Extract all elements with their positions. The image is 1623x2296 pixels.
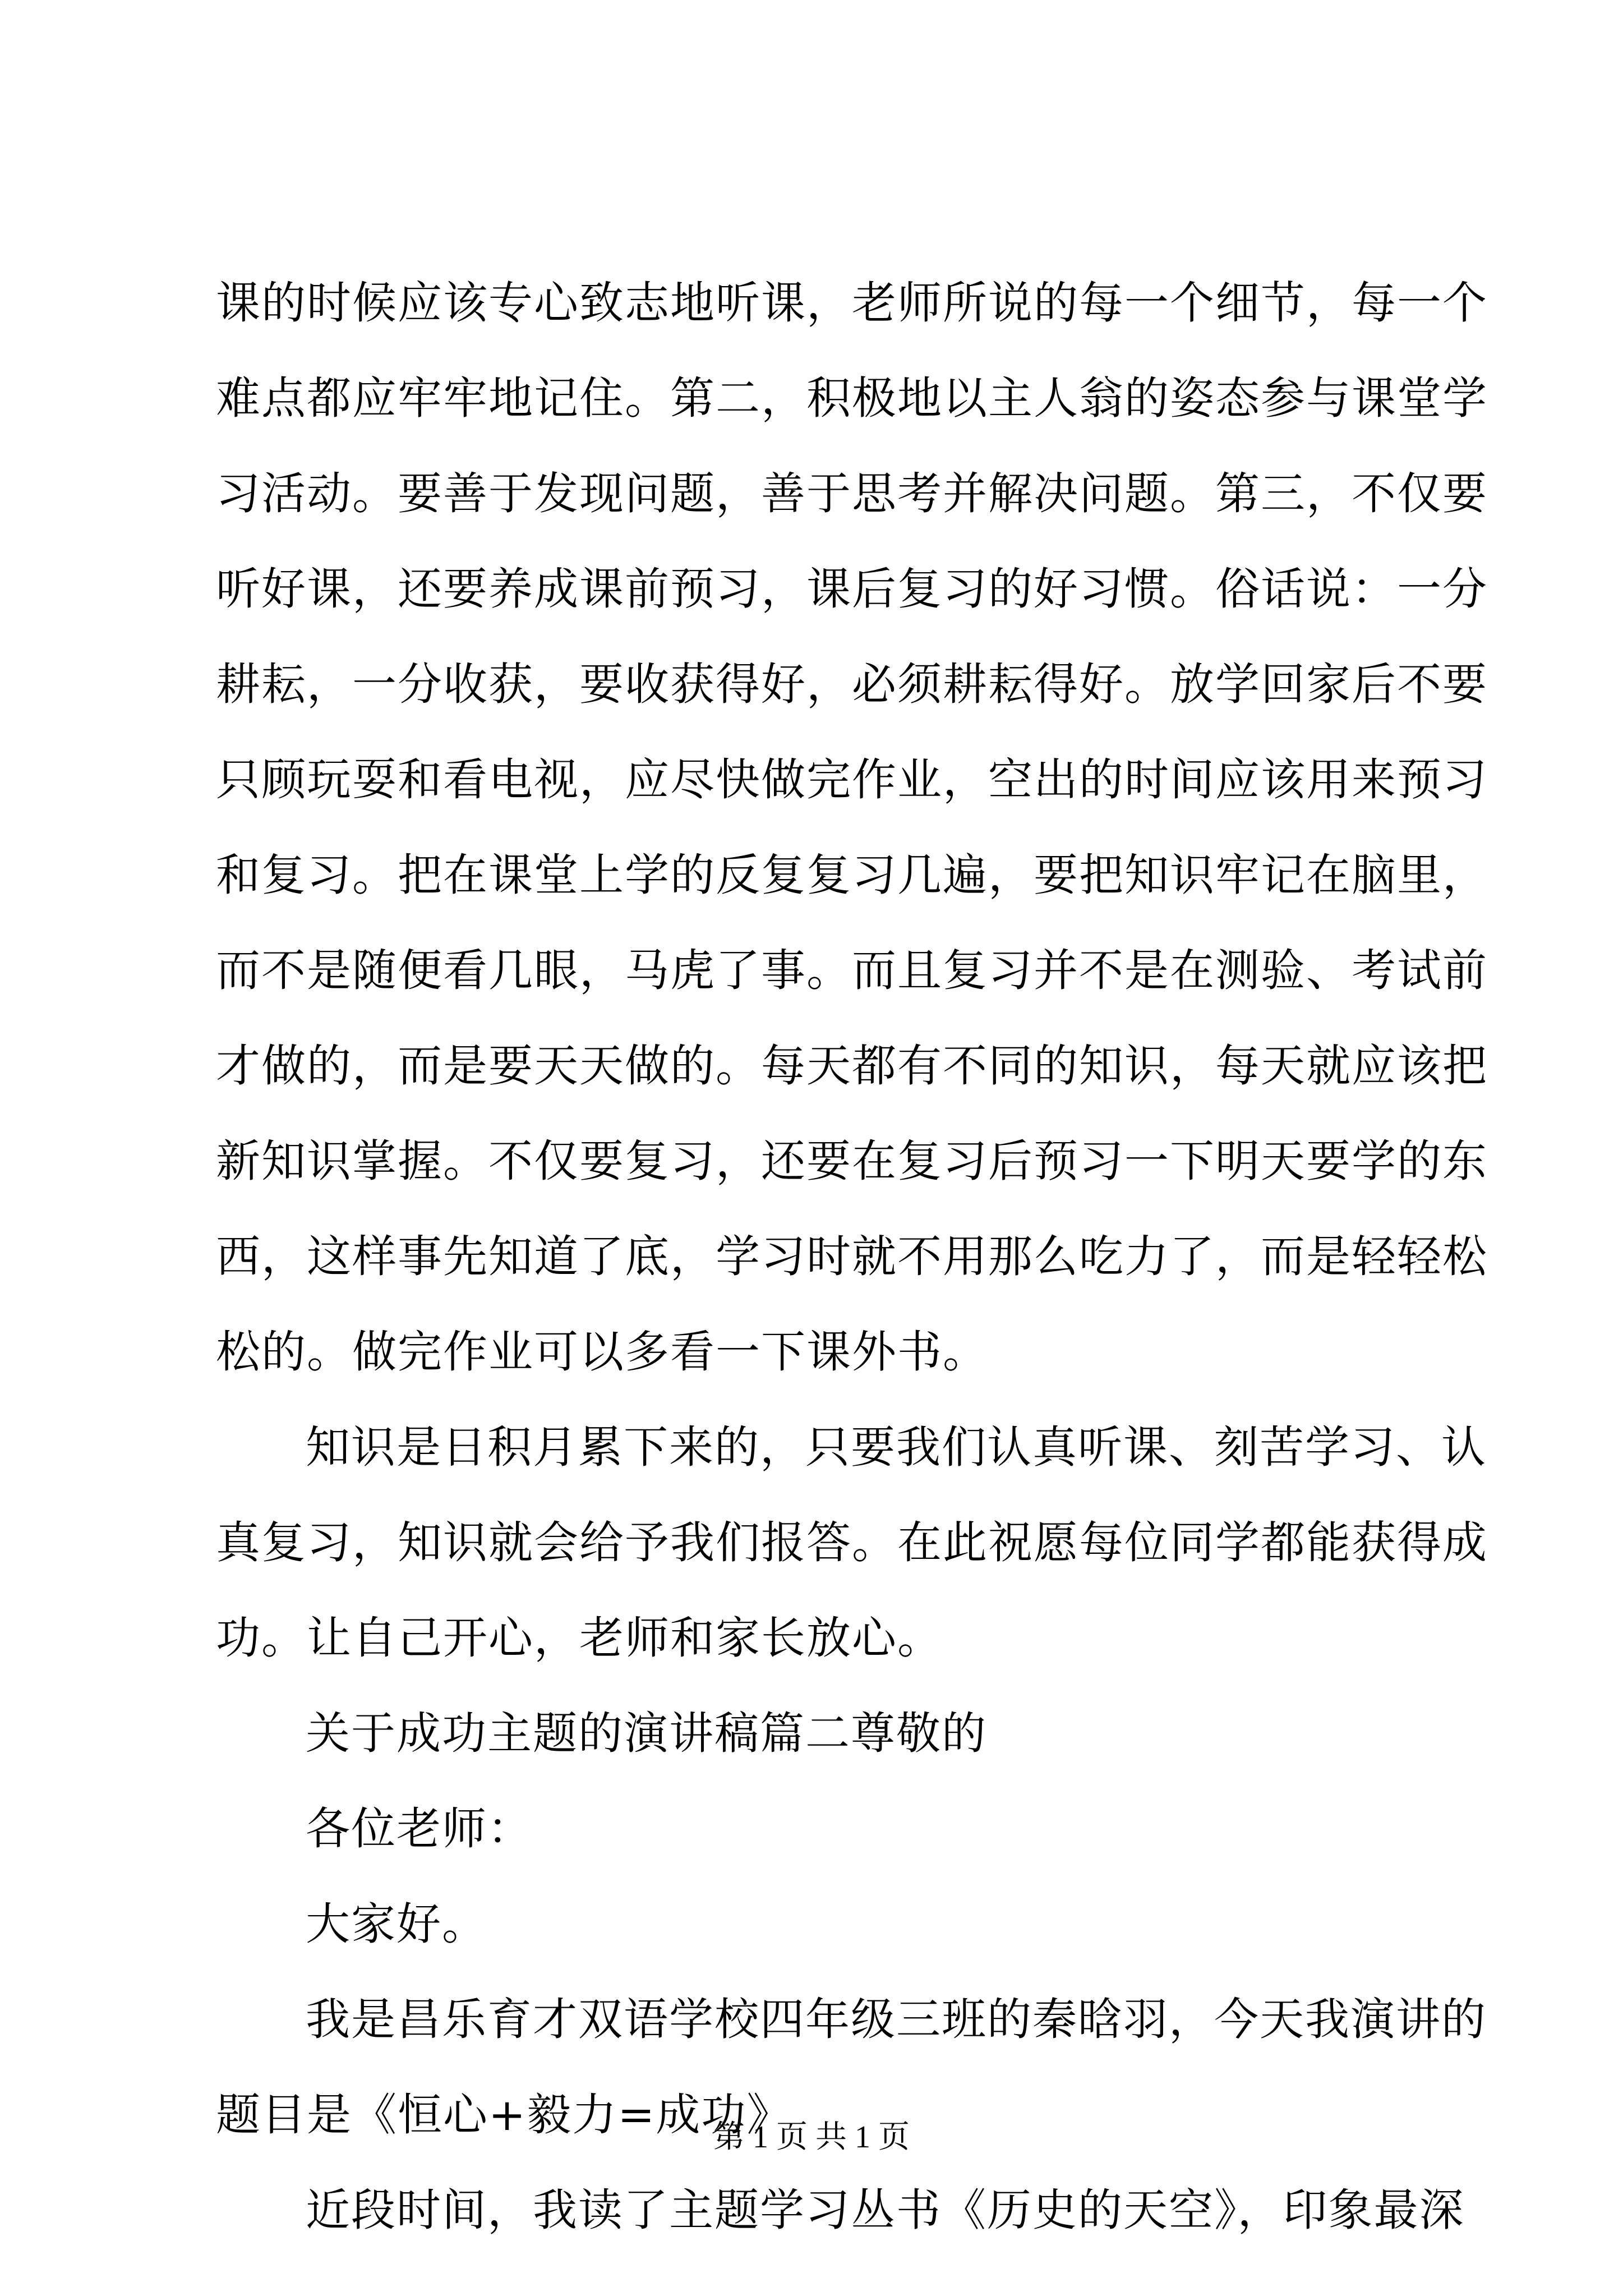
text-line: 只顾玩耍和看电视，应尽快做完作业，空出的时间应该用来预习	[216, 754, 1488, 806]
text-line: 新知识掌握。不仅要复习，还要在复习后预习一下明天要学的东	[216, 1135, 1488, 1187]
text-line: 而不是随便看几眼，马虎了事。而且复习并不是在测验、考试前	[216, 945, 1488, 996]
text-line: 和复习。把在课堂上学的反复复习几遍，要把知识牢记在脑里，	[216, 849, 1488, 901]
text-line: 各位老师：	[306, 1803, 533, 1855]
document-body	[216, 255, 1488, 2258]
text-line: 真复习，知识就会给予我们报答。在此祝愿每位同学都能获得成	[216, 1517, 1488, 1568]
text-line: 习活动。要善于发现问题，善于思考并解决问题。第三，不仅要	[216, 468, 1488, 519]
text-line: 我是昌乐育才双语学校四年级三班的秦晗羽，今天我演讲的	[306, 1994, 1487, 2045]
text-line: 近段时间，我读了主题学习丛书《历史的天空》，印象最深	[306, 2184, 1465, 2236]
page-footer: 第 1 页 共 1 页	[713, 2120, 910, 2155]
text-line: 松的。做完作业可以多看一下课外书。	[216, 1326, 988, 1378]
text-line: 功。让自己开心，老师和家长放心。	[216, 1612, 943, 1664]
text-line: 西，这样事先知道了底，学习时就不用那么吃力了，而是轻轻松	[216, 1231, 1488, 1282]
text-line: 大家好。	[306, 1898, 487, 1950]
text-line: 才做的，而是要天天做的。每天都有不同的知识，每天就应该把	[216, 1040, 1488, 1092]
text-line: 题目是《恒心+毅力=成功》	[216, 2089, 792, 2141]
text-line: 听好课，还要养成课前预习，课后复习的好习惯。俗话说：一分	[216, 563, 1488, 615]
text-line: 课的时候应该专心致志地听课，老师所说的每一个细节，每一个	[216, 277, 1488, 329]
text-line: 知识是日积月累下来的，只要我们认真听课、刻苦学习、认	[306, 1421, 1487, 1473]
text-line: 难点都应牢牢地记住。第二，积极地以主人翁的姿态参与课堂学	[216, 372, 1488, 424]
text-line: 关于成功主题的演讲稿篇二尊敬的	[306, 1708, 987, 1759]
text-line: 耕耘，一分收获，要收获得好，必须耕耘得好。放学回家后不要	[216, 659, 1488, 710]
